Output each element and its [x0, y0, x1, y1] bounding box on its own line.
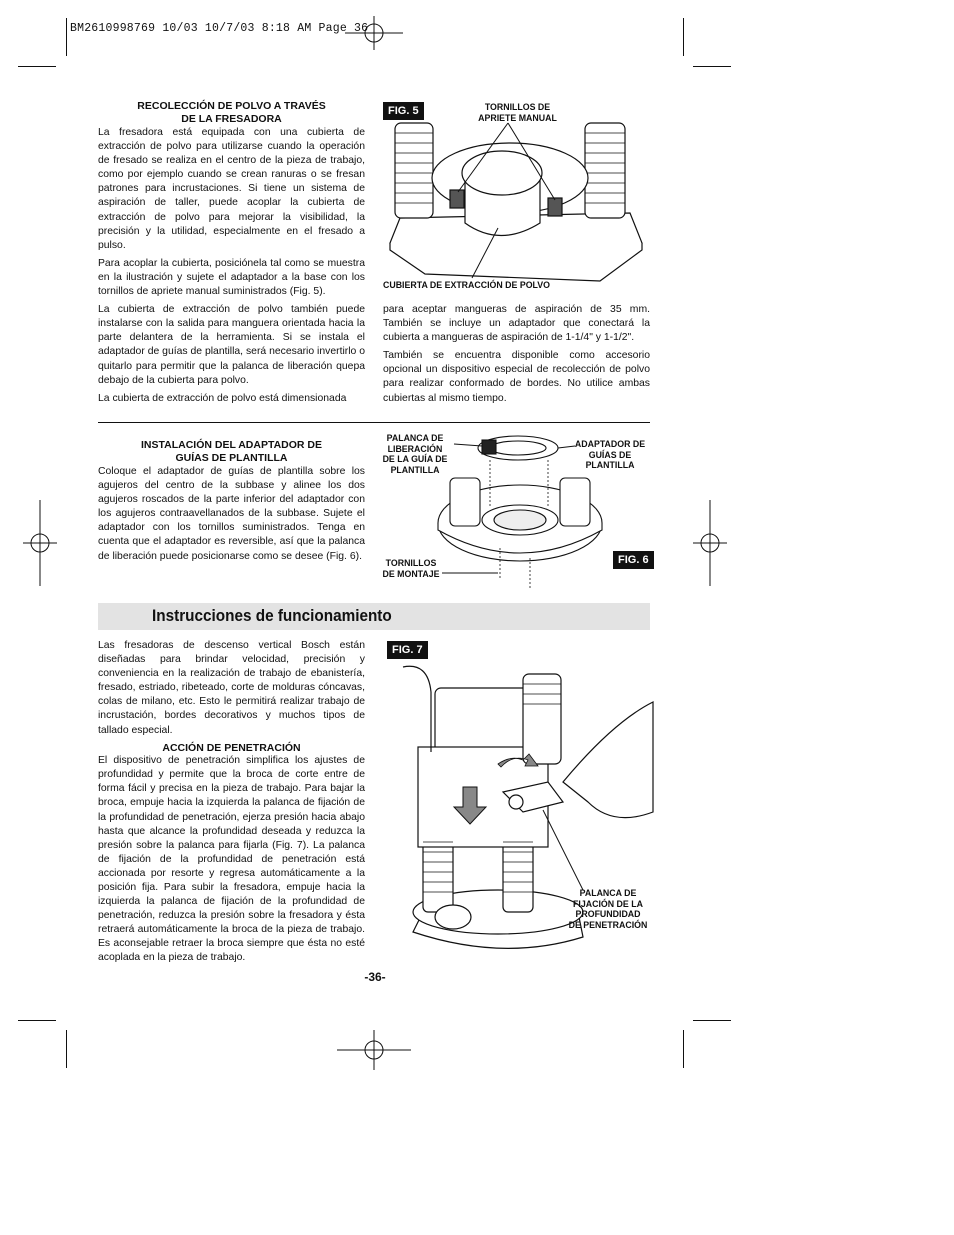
paragraph: Las fresadoras de descenso vertical Bosch están diseñadas para brindar velocidad, precisión y conveniencia en la realización de trabajo de ebanistería, fresado, estriado, ribeteado, corte de molduras cóncavas, colas de milano, etc. Esto le permitirá realizar trabajo de incrustación, bordes decorativos y muchos tipos de tallado especial.: [98, 640, 365, 736]
operating-instructions-section: [98, 639, 365, 970]
section-heading: INSTALACIÓN DEL ADAPTADOR DE GUÍAS DE PLANTILLA: [140, 439, 323, 464]
paragraph: El dispositivo de penetración simplifica los ajustes de profundidad y permite que la broca de corte entre de forma fácil y precisa en la pieza de trabajo. Para bajar la broca, empuje hacia la izquierda la palanca de fijación de la profundidad de penetración, ejerza presión hacia abajo hasta que alcance la profundidad deseada y reduzca la presión sobre la palanca para fijarla (Fig. 7). La palanca de fijación de la profundidad de penetración está accionada por resorte y regresa automáticamente a la posición fija. Para subir la fresadora, empuje hacia la izquierda la palanca de fijación de la profundidad de penetración, reduzca la presión sobre la fresadora y ésta retraerá automáticamente la broca de la pieza de trabajo. Es aconsejable retraer la broca siempre que ésta no esté acoplada en la pieza de trabajo.: [98, 755, 365, 964]
section-divider: [98, 422, 650, 423]
fig5-router-dust-hood-illustration: [380, 118, 660, 278]
fig6-template-adapter-illustration: [430, 428, 630, 593]
fig6-label-mounting-screws: TORNILLOS DE MONTAJE: [382, 558, 440, 579]
section-heading: RECOLECCIÓN DE POLVO A TRAVÉS DE LA FRESADORA: [137, 100, 326, 125]
section-title: Instrucciones de funcionamiento: [152, 606, 392, 625]
fig6-label-release-lever: PALANCA DE LIBERACIÓN DE LA GUÍA DE PLANTILLA: [382, 433, 448, 475]
paragraph: para aceptar mangueras de aspiración de 35 mm. También se incluye un adaptador que conectará la cubierta a mangueras de aspiración de 1-1/4" y 1-1/2".: [383, 304, 650, 344]
subheading-plunge-action: ACCIÓN DE PENETRACIÓN: [162, 741, 301, 754]
fig5-tag: FIG. 5: [383, 102, 424, 120]
print-slug: BM2610998769 10/03 10/7/03 8:18 AM Page 36: [70, 22, 369, 35]
paragraph: Coloque el adaptador de guías de plantilla sobre los agujeros del centro de la subbase y alinee los dos agujeros roscados de la parte inferior del adaptador con los agujeros contraavellanados de la subbase. Sujete el adaptador con los tornillos suministrados. Tenga en cuenta que el adaptador es reversible, así que la palanca de liberación puede posicionarse como se desee (Fig. 6).: [98, 466, 365, 562]
template-guide-section: [98, 439, 365, 568]
paragraph: También se encuentra disponible como accesorio opcional un dispositivo especial de recolección de polvo para realizar conformado de bordes. No utilice ambas cubiertas al mismo tiempo.: [383, 350, 650, 404]
fig5-label-thumbscrews: TORNILLOS DE APRIETE MANUAL: [478, 102, 557, 123]
fig7-tag: FIG. 7: [387, 641, 428, 659]
fig6-tag: FIG. 6: [613, 551, 654, 569]
paragraph: Para acoplar la cubierta, posiciónela tal como se muestra en la ilustración y sujete el adaptador a la base con los tornillos de apriete manual suministrados (Fig. 5).: [98, 257, 365, 298]
page-number: -36-: [364, 970, 386, 984]
dust-collection-section: [98, 100, 365, 410]
paragraph: La fresadora está equipada con una cubierta de extracción de polvo para utilizarse cuando la operación de fresado se realiza en el centro de la pieza de trabajo, como por ejemplo cuando se crean ranuras o se fresan patrones para incrustaciones. Si tiene un sistema de aspiración de taller, puede acoplar la cubierta de extracción de polvo para mejorar la visibilidad, la precisión y la utilidad, especialmente en el fresado a pulso.: [98, 127, 365, 251]
fig5-label-dust-hood: CUBIERTA DE EXTRACCIÓN DE POLVO: [383, 280, 550, 290]
dust-collection-continued: [383, 303, 650, 410]
fig6-label-adapter: ADAPTADOR DE GUÍAS DE PLANTILLA: [574, 439, 646, 471]
paragraph: La cubierta de extracción de polvo también puede instalarse con la salida para manguera orientada hacia la parte delantera de la herramienta. Si se instala el adaptador de guías de plantilla, será necesario invertirlo o quitarlo para permitir que la palanca de liberación quepa debajo de la cubierta para polvo.: [98, 304, 365, 386]
paragraph: La cubierta de extracción de polvo está dimensionada: [98, 392, 347, 404]
fig7-label-depth-lock-lever: PALANCA DE FIJACIÓN DE LA PROFUNDIDAD DE PENETRACIÓN: [568, 888, 648, 930]
